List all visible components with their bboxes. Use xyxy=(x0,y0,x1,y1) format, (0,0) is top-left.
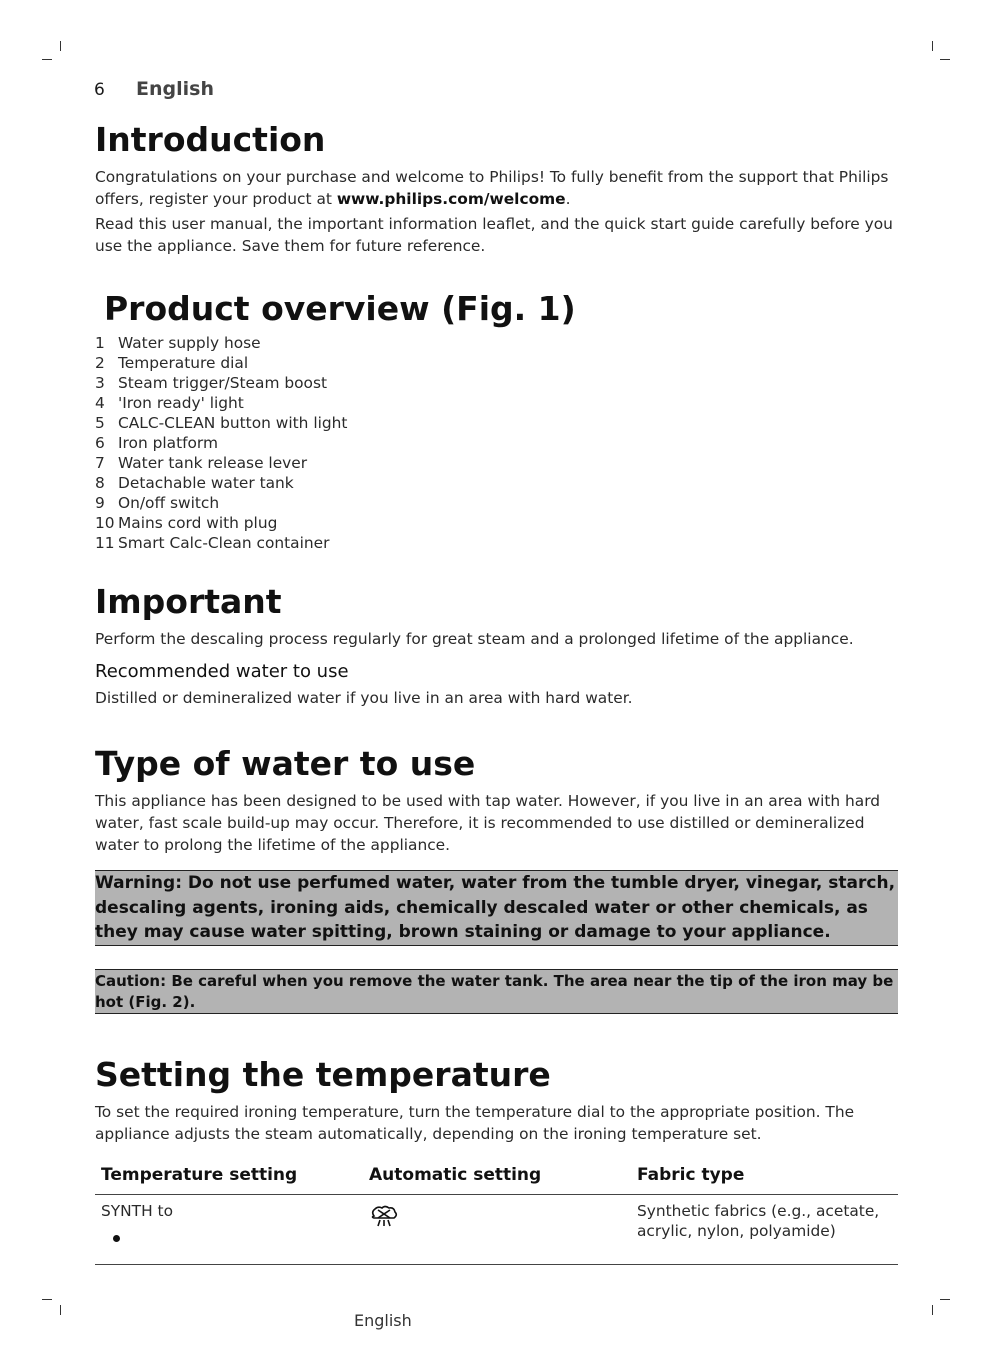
temperature-table xyxy=(95,1157,898,1265)
header-language: English xyxy=(136,78,214,100)
list-item xyxy=(95,373,898,393)
caution-text: Caution: Be careful when you remove the water tank. The area near the tip of the iron may be hot (Fig. 2). xyxy=(95,971,894,1011)
crop-mark xyxy=(42,59,52,60)
important-heading: Important xyxy=(95,582,282,621)
list-item-label: Mains cord with plug xyxy=(118,514,278,532)
list-item-number: 9 xyxy=(95,494,105,512)
list-item-label: Water supply hose xyxy=(118,334,261,352)
table-row xyxy=(95,1194,898,1264)
list-item xyxy=(95,333,898,353)
list-item-label: Iron platform xyxy=(118,434,218,452)
intro-text: Congratulations on your purchase and welcome to Philips! To fully benefit from the support that Philips offers, register your product at xyxy=(95,168,889,208)
caution-box xyxy=(95,969,898,1014)
crop-mark xyxy=(42,1299,52,1300)
list-item-label: Temperature dial xyxy=(118,354,249,372)
cell-temperature-setting xyxy=(95,1194,363,1264)
list-item-label: Water tank release lever xyxy=(118,454,308,472)
list-item xyxy=(95,493,898,513)
list-item-number: 6 xyxy=(95,434,105,452)
temperature-text: To set the required ironing temperature, turn the temperature dial to the appropriate position. The appliance adjusts the steam automatically, depending on the ironing temperature set. xyxy=(95,1102,855,1143)
crop-mark xyxy=(60,41,61,51)
column-header-temperature-setting: Temperature setting xyxy=(95,1157,363,1195)
steam-cloud-icon xyxy=(369,1205,399,1232)
list-item-number: 5 xyxy=(95,414,105,432)
introduction-paragraph-2: Read this user manual, the important information leaflet, and the quick start guide carefully before you use the appliance. Save them for future reference. xyxy=(95,215,893,255)
introduction-heading: Introduction xyxy=(95,120,326,159)
list-item xyxy=(95,353,898,373)
crop-mark xyxy=(60,1305,61,1315)
crop-mark xyxy=(940,1299,950,1300)
crop-mark xyxy=(940,59,950,60)
crop-mark xyxy=(932,1305,933,1315)
product-overview-heading: Product overview (Fig. 1) xyxy=(104,289,576,328)
philips-welcome-link[interactable]: www.philips.com/welcome xyxy=(336,190,566,208)
water-type-heading: Type of water to use xyxy=(95,744,476,783)
list-item-number: 7 xyxy=(95,454,105,472)
list-item-label: On/off switch xyxy=(118,494,220,512)
column-header-fabric-type: Fabric type xyxy=(631,1157,898,1195)
cell-automatic-setting xyxy=(363,1194,631,1264)
intro-period: . xyxy=(565,190,571,208)
table-header-row xyxy=(95,1157,898,1195)
warning-box xyxy=(95,870,898,946)
page-content xyxy=(95,118,898,1265)
list-item-number: 1 xyxy=(95,334,105,352)
list-item-label: 'Iron ready' light xyxy=(118,394,244,412)
list-item-label: Smart Calc-Clean container xyxy=(118,534,330,552)
list-item xyxy=(95,433,898,453)
list-item xyxy=(95,413,898,433)
page-header xyxy=(94,78,214,100)
list-item-number: 2 xyxy=(95,354,105,372)
list-item-label: Detachable water tank xyxy=(118,474,294,492)
list-item xyxy=(95,473,898,493)
list-item xyxy=(95,393,898,413)
recommended-water-heading: Recommended water to use xyxy=(95,661,349,682)
list-item-number: 4 xyxy=(95,394,105,412)
water-type-text: This appliance has been designed to be used with tap water. However, if you live in an area with hard water, fast scale build-up may occur. Therefore, it is recommended to use distilled or demineralized water to prolong the lifetime of the appliance. xyxy=(95,792,881,854)
list-item-number: 11 xyxy=(95,534,115,552)
list-item-label: CALC-CLEAN button with light xyxy=(118,414,348,432)
column-header-automatic-setting: Automatic setting xyxy=(363,1157,631,1195)
list-item xyxy=(95,513,898,533)
list-item xyxy=(95,533,898,553)
list-item-number: 10 xyxy=(95,514,115,532)
footer-language: English xyxy=(354,1311,412,1330)
temperature-setting-text: SYNTH to xyxy=(101,1201,174,1220)
list-item-number: 8 xyxy=(95,474,105,492)
list-item xyxy=(95,453,898,473)
product-parts-list xyxy=(95,333,898,553)
cell-fabric-type: Synthetic fabrics (e.g., acetate, acrylic, nylon, polyamide) xyxy=(631,1194,898,1264)
important-text: Perform the descaling process regularly for great steam and a prolonged lifetime of the appliance. xyxy=(95,630,854,648)
one-dot-setting-icon xyxy=(113,1235,120,1242)
introduction-paragraph xyxy=(95,166,898,210)
warning-text: Warning: Do not use perfumed water, water from the tumble dryer, vinegar, starch, descaling agents, ironing aids, chemically descaled water or other chemicals, as they may cause water spitting, brown staining or damage to your appliance. xyxy=(95,873,896,942)
list-item-label: Steam trigger/Steam boost xyxy=(118,374,327,392)
temperature-heading: Setting the temperature xyxy=(95,1054,551,1094)
recommended-water-text: Distilled or demineralized water if you live in an area with hard water. xyxy=(95,689,633,707)
page-number: 6 xyxy=(94,80,105,100)
crop-mark xyxy=(932,41,933,51)
list-item-number: 3 xyxy=(95,374,105,392)
